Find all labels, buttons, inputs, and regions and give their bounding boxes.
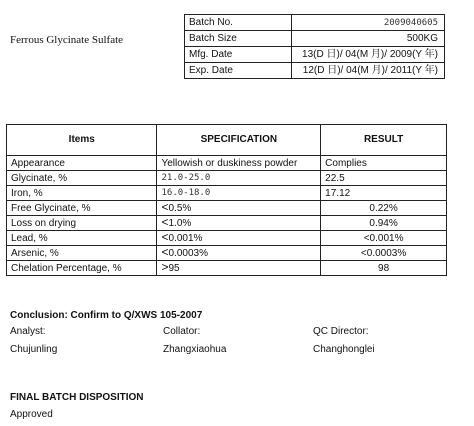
less-than-symbol: <: [161, 245, 169, 259]
result-cell: 98: [321, 261, 447, 276]
item-cell: Appearance: [7, 156, 157, 171]
spec-value: 0.001%: [168, 233, 203, 244]
item-cell: Lead, %: [7, 231, 157, 246]
batch-no-value: 2009040605: [292, 15, 445, 31]
batch-row-size: [185, 31, 445, 47]
less-than-symbol: <: [161, 215, 169, 229]
mfg-date-value: 13(D 日)/ 04(M 月)/ 2009(Y 年): [292, 47, 445, 63]
mfg-date-label: Mfg. Date: [185, 47, 292, 63]
result-cell: <0.001%: [321, 231, 447, 246]
result-cell: <0.0003%: [321, 246, 447, 261]
spec-cell: [157, 231, 321, 246]
less-than-symbol: <: [161, 230, 169, 244]
spec-cell: 21.0-25.0: [157, 171, 321, 186]
exp-date-label: Exp. Date: [185, 63, 292, 79]
header-result: RESULT: [321, 125, 447, 156]
header-specification: SPECIFICATION: [157, 125, 321, 156]
qc-director-name: Changhonglei: [313, 344, 375, 355]
item-cell: Chelation Percentage, %: [7, 261, 157, 276]
collator-name: Zhangxiaohua: [163, 344, 227, 355]
batch-size-value: 500KG: [292, 31, 445, 47]
spec-header-row: [7, 125, 447, 156]
collator-label: Collator:: [163, 326, 201, 337]
table-row: [7, 231, 447, 246]
batch-size-label: Batch Size: [185, 31, 292, 47]
spec-cell: [157, 216, 321, 231]
spec-cell: 16.0-18.0: [157, 186, 321, 201]
item-cell: Iron, %: [7, 186, 157, 201]
spec-value: 0.0003%: [168, 248, 208, 259]
disposition-value: Approved: [10, 409, 53, 420]
item-cell: Glycinate, %: [7, 171, 157, 186]
analyst-name: Chujunling: [10, 344, 58, 355]
spec-value: 1.0%: [168, 218, 192, 229]
spec-cell: [157, 246, 321, 261]
batch-row-exp: [185, 63, 445, 79]
batch-no-label: Batch No.: [185, 15, 292, 31]
qc-director-label: QC Director:: [313, 326, 369, 337]
exp-date-value: 12(D 日)/ 04(M 月)/ 2011(Y 年): [292, 63, 445, 79]
product-name: Ferrous Glycinate Sulfate: [10, 34, 124, 46]
analyst-label: Analyst:: [10, 326, 46, 337]
batch-row-no: [185, 15, 445, 31]
item-cell: Loss on drying: [7, 216, 157, 231]
disposition-title: FINAL BATCH DISPOSITION: [10, 392, 144, 403]
table-row: [7, 216, 447, 231]
table-row: [7, 246, 447, 261]
result-cell: 22.5: [321, 171, 447, 186]
greater-than-symbol: >: [161, 260, 169, 274]
table-row: [7, 201, 447, 216]
table-row: [7, 186, 447, 201]
less-than-symbol: <: [161, 200, 169, 214]
spec-value: 0.5%: [168, 203, 192, 214]
item-cell: Free Glycinate, %: [7, 201, 157, 216]
result-cell: Complies: [321, 156, 447, 171]
spec-cell: Yellowish or duskiness powder: [157, 156, 321, 171]
table-row: [7, 171, 447, 186]
specification-table: [6, 124, 447, 276]
table-row: [7, 261, 447, 276]
batch-info-table: [184, 14, 445, 79]
conclusion: Conclusion: Confirm to Q/XWS 105-2007: [10, 310, 203, 321]
table-row: [7, 156, 447, 171]
spec-cell: [157, 201, 321, 216]
result-cell: 0.94%: [321, 216, 447, 231]
header-items: Items: [7, 125, 157, 156]
spec-value: 95: [168, 263, 180, 274]
spec-cell: [157, 261, 321, 276]
result-cell: 17.12: [321, 186, 447, 201]
item-cell: Arsenic, %: [7, 246, 157, 261]
result-cell: 0.22%: [321, 201, 447, 216]
batch-row-mfg: [185, 47, 445, 63]
